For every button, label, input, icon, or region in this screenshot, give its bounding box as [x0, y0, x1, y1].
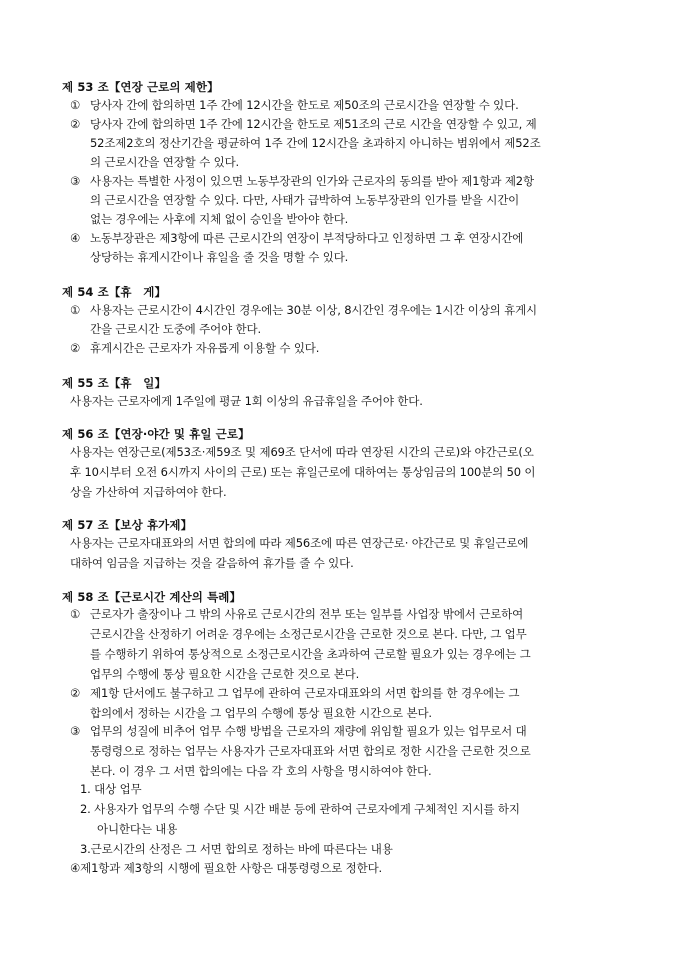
article-57-heading: 제 57 조【보상 휴가제】 [62, 518, 193, 532]
document-page: 제 53 조【연장 근로의 제한】 ① 당사자 간에 합의하면 1주 간에 12시간을 한도로 제50조의 근로시간을 연장할 수 있다. ② 당사자 간에 합의하면 1주 간에 12시간을 한도로 제51조의 근로 시간을 연장할 수 있고, 제 52조제2호의 정산기간을 평균하여 1주 간에 12시간을 초과하지 아니하는 범위에서 제52조 의 근로시간을 연장할 수 있다. ③ 사용자는 특별한 사정이 있으면 노동부장관의 인가와 근로자의 동의를 받아 제1항과 제2항 의 근로시간을 연장할 수 있다. 다만, 사태가 급박하여 노동부장관의 인가를 받을 시간이 없는 경우에는 사후에 지체 없이 승인을 받아야 한다. ④ 노동부장관은 제3항에 따른 근로시간의 연장이 부적당하다고 인정하면 그 후 연장시간에 상당하는 휴게시간이나 휴일을 줄 것을 명할 수 있다. 제 54 조【휴 게】 ① 사용자는 근로시간이 4시간인 경우에는 30분 이상, 8시간인 경우에는 1시간 이상의 휴게시 간을 근로시간 도중에 주어야 한다. ② 휴게시간은 근로자가 자유롭게 이용할 수 있다. 제 55 조【휴 일】 사용자는 근로자에게 1주일에 평균 1회 이상의 유급휴일을 주어야 한다. 제 56 조【연장·야간 및 휴일 근로】 사용자는 연장근로(제53조·제59조 및 제69조 단서에 따라 연장된 시간의 근로)와 야간근로(오 후 10시부터 오전 6시까지 사이의 근로) 또는 휴일근로에 대하여는 통상임금의 100분의 50 이 상을 가산하여 지급하여야 한다. 제 57 조【보상 휴가제】 사용자는 근로자대표와의 서면 합의에 따라 제56조에 따른 연장근로· 야간근로 및 휴일근로에 대하여 임금을 지급하는 것을 갈음하여 휴가를 줄 수 있다. 제 58 조【근로시간 계산의 특례】 ① 근로자가 출장이나 그 밖의 사유로 근로시간의 전부 또는 일부를 사업장 밖에서 근로하여 근로시간을 산정하기 어려운 경우에는 소정근로시간을 근로한 것으로 본다. 다만, 그 업무 를 수행하기 위하여 통상적으로 소정근로시간을 초과하여 근로할 필요가 있는 경우에는 그 업무의 수행에 통상 필요한 시간을 근로한 것으로 본다. ② 제1항 단서에도 불구하고 그 업무에 관하여 근로자대표와의 서면 합의를 한 경우에는 그 합의에서 정하는 시간을 그 업무의 수행에 통상 필요한 시간으로 본다. ③ 업무의 성질에 비추어 업무 수행 방법을 근로자의 재량에 위임할 필요가 있는 업무로서 대 통령령으로 정하는 업무는 사용자가 근로자대표와 서면 합의로 정한 시간을 근로한 것으로 본다. 이 경우 그 서면 합의에는 다음 각 호의 사항을 명시하여야 한다. 1. 대상 업무 2. 사용자가 업무의 수행 수단 및 시간 배분 등에 관하여 근로자에게 구체적인 지시를 하지 아니한다는 내용 3.근로시간의 산정은 그 서면 합의로 정하는 바에 따른다는 내용 ④제1항과 제3항의 시행에 필요한 사항은 대통령령으로 정한다. [62, 80, 541, 875]
article-54-heading: 제 54 조【휴 게】 [62, 285, 167, 299]
circled-number-marker: ③ [70, 174, 81, 188]
circled-number-marker: ① [70, 303, 81, 317]
article-55-heading: 제 55 조【휴 일】 [62, 376, 167, 390]
circled-number-marker: ④ [70, 231, 81, 245]
circled-number-marker: ① [70, 98, 81, 112]
circled-number-marker: ③ [70, 724, 81, 738]
article-53-heading: 제 53 조【연장 근로의 제한】 [62, 80, 219, 94]
article-58-heading: 제 58 조【근로시간 계산의 특례】 [62, 590, 242, 604]
article-56-heading: 제 56 조【연장·야간 및 휴일 근로】 [62, 427, 250, 441]
circled-number-marker: ① [70, 607, 81, 621]
circled-number-marker: ② [70, 117, 81, 131]
circled-number-marker: ② [70, 686, 81, 700]
circled-number-marker: ② [70, 341, 81, 355]
